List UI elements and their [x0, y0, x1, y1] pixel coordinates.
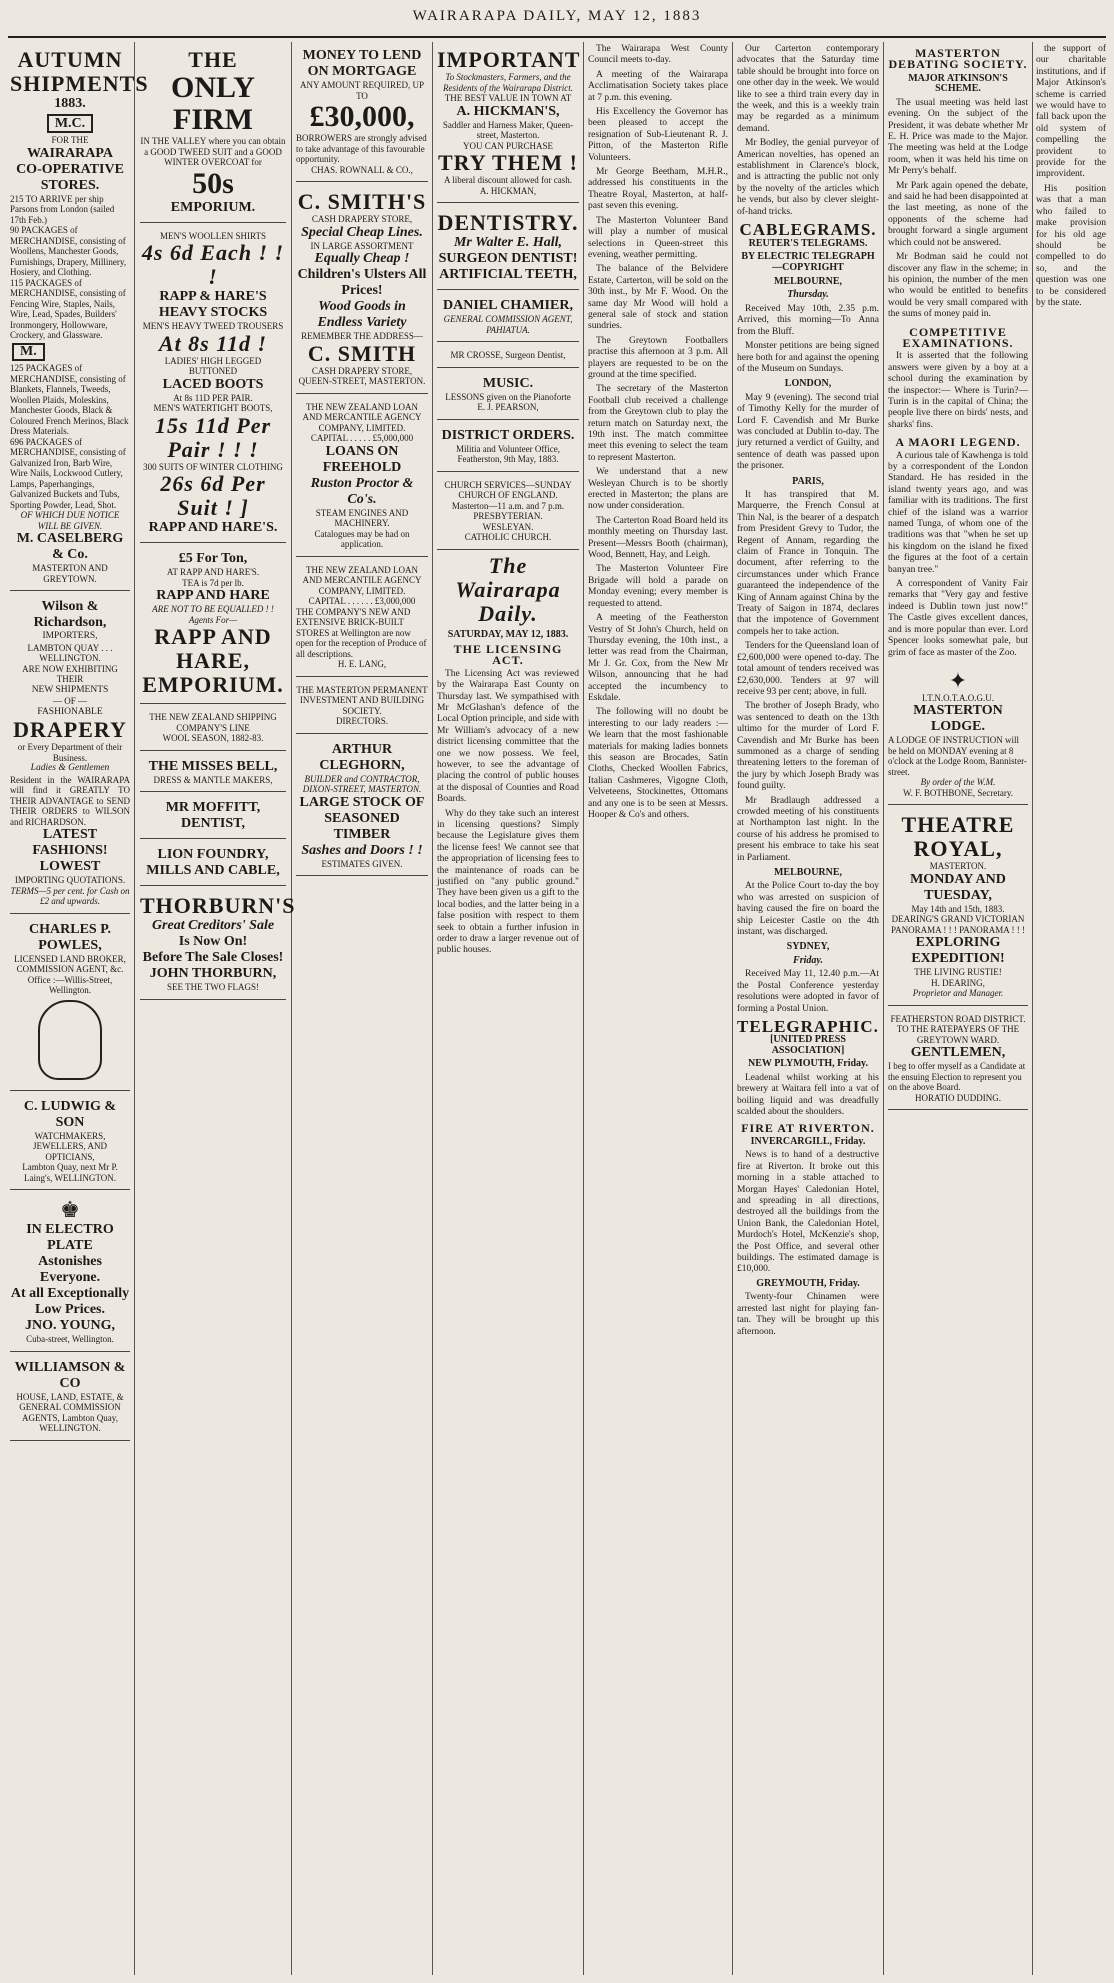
watch-illustration	[38, 1000, 102, 1080]
column-rule	[732, 42, 733, 1975]
column-5	[588, 44, 728, 1975]
wilson-richardson-ad	[10, 595, 130, 913]
district-orders: DISTRICT ORDERS.	[441, 427, 575, 443]
agents: Agents For—	[188, 614, 238, 625]
year: 1883.	[54, 96, 86, 111]
local-news	[588, 44, 728, 821]
news-item: The balance of the Belvidere Estate, Carterton, will be sold on the 30th inst., by Mr F. Wood. On the same day Mr Wood will hold a general sale of stock and station sundries.	[588, 264, 728, 332]
shipment-item: 215 TO ARRIVE per ship Parsons from London (sailed 17th Feb.)	[10, 193, 115, 225]
news-item: The Carterton Road Board held its monthly meeting on Thursday last. Present—Messrs Booth (chairman), Wood, Bennett, Hay, and Leigh.	[588, 515, 728, 561]
c-smith: C. SMITH	[307, 340, 417, 366]
ladies-gentlemen: Ladies & Gentlemen	[30, 763, 110, 774]
capital: CAPITAL . . . . . £5,000,000	[310, 433, 414, 443]
dearing: H. DEARING,	[931, 977, 985, 988]
shipping-ad	[140, 708, 286, 751]
licensing-text: The Licensing Act was reviewed by the Wairarapa East County on Thursday last. We sympathised with Mr McGlashan's defence of the Local Option principle, and side with Mr William's advocacy of a new district licensing committee that the one we now possess. We feel, however, to see the advantage of placing the control of public houses at the disposal of Counties and Road Boards.	[437, 668, 579, 805]
news-item: It is asserted that the following answers were given by a boy at a school during the examination by the inspector:— Where is Turin?—Turin is in the capital of China; the people live there on birds' nests, and sharks' fins.	[888, 351, 1028, 430]
williamson-line: HOUSE, LAND, ESTATE, & GENERAL COMMISSION AGENTS, Lambton Quay,	[16, 1391, 124, 1423]
queen-st: QUEEN-STREET, MASTERTON.	[298, 376, 426, 386]
cablegrams-heading: CABLEGRAMS.	[739, 220, 877, 240]
news-item: The secretary of the Masterton Football club received a challenge from the Greytown club to play the return match on Saturday next, the 19th inst. The match committee meet this evening to select the team to represent Masterton.	[588, 384, 728, 463]
smith-ad	[296, 186, 428, 394]
large-stock: LARGE STOCK OF SEASONED TIMBER	[299, 794, 425, 842]
dress-makers: DRESS & MANTLE MAKERS,	[153, 774, 273, 785]
debating-sub: MAJOR ATKINSON'S SCHEME.	[908, 72, 1008, 95]
price-50s: 50s	[192, 166, 234, 200]
lowest: LOWEST	[39, 859, 101, 875]
rapp-at: AT RAPP AND HARE'S.	[166, 567, 260, 577]
wood-goods: Wood Goods in Endless Variety	[317, 299, 407, 330]
shipping-co: THE NEW ZEALAND SHIPPING COMPANY'S LINE	[149, 712, 277, 733]
news-item: A meeting of the Wairarapa Acclimatisation Society takes place at 7 p.m. this evening.	[588, 69, 728, 103]
crosse-ad	[437, 346, 579, 368]
maori-heading: A MAORI LEGEND.	[895, 435, 1021, 450]
news-item: Our Carterton contemporary advocates that the Saturday time table should be brought into force on one other day in the week. We would like to see a third train every day in the week, and this is a weekly train may be regarded as a minimum demand.	[737, 44, 879, 134]
shipments-title: SHIPMENTS	[10, 71, 149, 96]
ladies-boots: LADIES' HIGH LEGGED BUTTONED	[164, 355, 262, 376]
friday: Friday.	[793, 954, 823, 966]
copyright: BY ELECTRIC TELEGRAPH—COPYRIGHT	[741, 251, 875, 273]
wairarapa-heading: WAIRARAPA	[26, 145, 114, 161]
competitive-heading: COMPETITIVE EXAMINATIONS.	[902, 324, 1014, 350]
saturday: SATURDAY, MAY 12, 1883.	[447, 628, 569, 640]
exploring: EXPLORING EXPEDITION!	[911, 935, 1005, 967]
equally-cheap: Equally Cheap !	[314, 251, 410, 266]
pearson: E. J. PEARSON,	[477, 402, 539, 412]
thorburns: THORBURN'S	[140, 893, 296, 918]
news-item: Received May 10th, 2.35 p.m. Arrived, this morning—To Anna from the Bluff.	[737, 303, 879, 337]
lodge-code: I.T.N.O.T.A.O.G.U.	[922, 692, 994, 703]
district-orders-ad	[437, 424, 579, 472]
thorburn-ad	[140, 890, 296, 1000]
crest-icon: ♚	[60, 1197, 80, 1223]
best-value: THE BEST VALUE IN TOWN AT	[444, 93, 572, 103]
to-stock: To Stockmasters, Farmers, and the Residents of the Wairarapa District.	[443, 72, 573, 93]
electro-plate-ad	[10, 1194, 130, 1352]
misses-bell-ad	[140, 755, 286, 793]
news-item: A meeting of the Featherston Vestry of St John's Church, held on Thursday evening, the 10th inst., a letter was read from the Chairman, Mr J. Gr. Cox, from the New Mr Wilson, announcing that he had accepted the incumbency to Eskdale.	[588, 613, 728, 703]
moffitt-name: MR MOFFITT, DENTIST,	[165, 800, 261, 831]
melbourne-dateline-2: MELBOURNE,	[773, 867, 843, 878]
arthur: ARTHUR CLEGHORN,	[319, 741, 405, 773]
commission: GENERAL COMMISSION AGENT, PAHIATUA.	[443, 314, 573, 335]
news-item: Leadenal whilst working at his brewery at Waitara fell into a vat of boiling liquid and was dreadfully scalded about the shoulders.	[737, 1072, 879, 1118]
masthead	[0, 8, 1114, 38]
news-item: Mr Bradlaugh addressed a crowded meeting of his constituents at Northampton last night. In the course of his address he promised to present his embrace to take his seat in Parliament.	[737, 795, 879, 863]
gentlemen: GENTLEMEN,	[910, 1045, 1006, 1061]
column-rule	[134, 42, 135, 1975]
rapp-hares: RAPP AND HARE'S.	[148, 520, 278, 535]
news-item: The Wairarapa West County Council meets to-day.	[588, 44, 728, 66]
church: CHURCH SERVICES—SUNDAY	[444, 479, 572, 490]
news-item: Twenty-four Chinamen were arrested last night for playing fan-tan. They will be brought up this afternoon.	[737, 1292, 879, 1337]
latest-fashions: LATEST FASHIONS!	[32, 827, 108, 859]
capital-2: CAPITAL . . . . . . £3,000,000	[308, 596, 416, 606]
column-4	[437, 44, 579, 1975]
remember: REMEMBER THE ADDRESS—	[301, 331, 423, 341]
by-order: By order of the W.M.	[920, 777, 996, 788]
john-thorburn: JOHN THORBURN,	[149, 966, 277, 981]
licensing-heading: THE LICENSING ACT.	[453, 641, 563, 668]
great-creditors: Great Creditors' Sale	[151, 918, 275, 933]
competitive-story	[888, 324, 1028, 432]
every-dept: or Every Department of their Business.	[17, 742, 123, 763]
importers: IMPORTERS,	[42, 631, 98, 642]
column-rule	[1032, 42, 1033, 1975]
powles-line: LICENSED LAND BROKER, COMMISSION AGENT, &c. Office :—Willis-Street, Wellington.	[14, 953, 126, 996]
williamson-ad	[10, 1356, 130, 1441]
try-them: TRY THEM !	[437, 150, 578, 175]
notice-line: OF WHICH DUE NOTICE WILL BE GIVEN.	[20, 510, 120, 531]
ton-ad	[140, 547, 286, 704]
column-rule	[291, 42, 292, 1975]
mc-logo-2: M.	[12, 343, 45, 362]
the-heading: THE	[188, 47, 238, 72]
you-can: YOU CAN PURCHASE	[462, 140, 553, 151]
for-the: FOR THE	[51, 135, 89, 146]
suits-price: 26s 6d Per Suit ! ]	[160, 471, 266, 520]
astonishes: Astonishes Everyone.	[38, 1254, 102, 1286]
autumn-title: AUTUMN	[17, 47, 123, 72]
dentistry: DENTISTRY.	[437, 210, 579, 235]
news-item: Received May 11, 12.40 p.m.—At the Postal Conference yesterday resolutions were adopted in favor of forming a Postal Union.	[737, 969, 879, 1014]
chas-name: CHAS. ROWNALL & CO.,	[311, 164, 413, 175]
rothbone: W. F. BOTHBONE, Secretary.	[902, 787, 1014, 798]
lion-foundry: LION FOUNDRY,	[157, 847, 269, 862]
smiths: C. SMITH'S	[297, 189, 427, 214]
news-item: The Masterton Volunteer Band will play a number of musical selections in Queen-street this evening, weather permitting.	[588, 215, 728, 260]
england: CHURCH OF ENGLAND.	[458, 490, 558, 500]
monday: MONDAY AND TUESDAY,	[910, 871, 1006, 903]
shipment-item: 696 PACKAGES of MERCHANDISE, consisting of Galvanized Iron, Barb Wire, Wire Nails, Lockwood Cutlery, Lamps, Paperhangings, Galvanized Buckets and Tubs, Sporting Powder, Lead, Shot.	[10, 436, 126, 510]
in-large: IN LARGE ASSORTMENT	[310, 240, 414, 251]
now-exhibiting: ARE NOW EXHIBITING THEIR	[22, 663, 118, 685]
two-flags: SEE THE TWO FLAGS!	[167, 982, 259, 992]
news-item: the support of our charitable institutions, and if Major Atkinson's scheme is carried we would have to fall back upon the old system of compelling the provident to provide for the improvident.	[1036, 44, 1106, 180]
money-heading: MONEY TO LEND ON MORTGAGE	[302, 48, 422, 79]
presbyterian: PRESBYTERIAN.	[473, 511, 543, 521]
advantage-text: Resident in the WAIRARAPA will find it GREATLY TO THEIR ADVANTAGE to SEND THEIR ORDERS to WILSON and RICHARDSON.	[10, 774, 130, 827]
rapp-hare-emporium: RAPP AND HARE, EMPORIUM.	[142, 624, 284, 697]
estimates: ESTIMATES GIVEN.	[321, 858, 403, 869]
lodge-name: MASTERTON LODGE.	[913, 703, 1003, 735]
catholic: CATHOLIC CHURCH.	[464, 532, 552, 542]
cooperative-heading: CO-OPERATIVE	[16, 161, 124, 177]
column-2	[140, 44, 296, 1975]
press-assoc: [UNITED PRESS ASSOCIATION]	[770, 1034, 846, 1056]
news-item: The Greytown Footballers practise this afternoon at 3 p.m. All players are requested to be on the ground at the time specified.	[588, 335, 728, 380]
column-7	[888, 44, 1028, 1975]
news-item: The Masterton Volunteer Fire Brigade will hold a parade on Monday evening; every member is requested to attend.	[588, 564, 728, 609]
young-street: Cuba-street, Wellington.	[26, 1334, 114, 1345]
lambton-quay: LAMBTON QUAY . . . WELLINGTON.	[27, 642, 113, 664]
new-plymouth: NEW PLYMOUTH, Friday.	[747, 1058, 868, 1070]
london-dateline: LONDON,	[784, 378, 832, 390]
featherston-ad	[888, 1010, 1028, 1111]
williamson-name: WILLIAMSON & CO	[14, 1359, 126, 1391]
news-item: His Excellency the Governor has been pleased to accept the resignation of Sub-Lieutenant R. J. Pitton, of the Masterton Rifle Volunteers.	[588, 107, 728, 163]
tweed-trousers: MEN'S HEAVY TWEED TROUSERS	[142, 321, 284, 331]
laced-boots: LACED BOOTS	[162, 376, 264, 392]
masthead-title: WAIRARAPA DAILY, MAY 12, 1883	[412, 8, 702, 24]
moffitt-ad	[140, 796, 286, 839]
agency-ad	[296, 561, 428, 677]
powles-name: CHARLES P. POWLES,	[29, 921, 111, 953]
pianoforte: LESSONS given on the Pianoforte	[445, 391, 571, 402]
greymouth: GREYMOUTH, Friday.	[756, 1277, 860, 1289]
ruston: Ruston Proctor & Co's.	[310, 475, 414, 507]
discount: A liberal discount allowed for cash.	[444, 175, 572, 185]
telegraphic-story	[737, 1016, 879, 1338]
rapp-and-hare: RAPP AND HARE	[156, 588, 270, 603]
melbourne-dateline: MELBOURNE,	[773, 276, 843, 287]
investment-ad	[296, 681, 428, 734]
theatre: THEATRE ROYAL,	[901, 812, 1015, 862]
cleghorn-ad	[296, 738, 428, 877]
sashes: Sashes and Doors ! !	[301, 842, 423, 858]
cash-store: CASH DRAPERY STORE,	[311, 365, 413, 376]
cablegrams-story	[737, 220, 879, 1015]
saddler: Saddler and Harness Maker, Queen-street, Masterton.	[442, 119, 574, 140]
tea-price: TEA is 7d per lb.	[182, 577, 244, 588]
borrowers: BORROWERS are strongly advised to take advantage of this favourable opportunity.	[296, 133, 427, 164]
fashionable: FASHIONABLE	[37, 706, 103, 717]
lodge-text: A LODGE OF INSTRUCTION will be held on MONDAY evening at 8 o'clock at the Lodge Room, Bannister-street.	[888, 735, 1027, 777]
church-ad	[437, 476, 579, 550]
news-item: A curious tale of Kawhenga is told by a correspondent of the London Standard. He has resided in the island twenty years ago, and was familiar with its traditions. The first chief of the island was a warrior named Tunga, of whom one of the traditions was that "when he set up his kingdom on the island he fixed the figures at the foot of a certain banyan tree."	[888, 450, 1028, 575]
loan-merc: THE NEW ZEALAND LOAN AND MERCANTILE AGENCY COMPANY, LIMITED.	[302, 401, 422, 433]
powles-ad	[10, 918, 130, 1091]
lion-foundry-ad	[140, 843, 286, 886]
living: THE LIVING RUSTIE!	[914, 967, 1002, 978]
daily-title: The Wairarapa Daily.	[455, 552, 561, 626]
of-line: — OF —	[52, 696, 87, 707]
news-item: Mr Bodley, the genial purveyor of American novelties, has opened an establishment in Clarence's block, and is attracting the public not only by the novelty of the articles which he vends, but also by clever sleight-of-hand tricks.	[737, 138, 879, 217]
reuters: REUTER'S TELEGRAMS.	[748, 237, 868, 249]
ratepayers: TO THE RATEPAYERS OF THE GREYTOWN WARD.	[896, 1024, 1020, 1045]
column-1	[10, 44, 149, 1975]
agency-co: THE NEW ZEALAND LOAN AND MERCANTILE AGENCY COMPANY, LIMITED.	[302, 564, 422, 596]
emporium-line: IN THE VALLEY where you can obtain a GOOD TWEED SUIT and a GOOD WINTER OVERCOAT for	[140, 136, 286, 167]
theatre-ad	[888, 809, 1028, 1006]
masthead-rule	[8, 36, 1106, 38]
thursday: Thursday.	[787, 289, 829, 301]
sydney-dateline: SYDNEY,	[786, 941, 830, 953]
shipment-item: 90 PACKAGES of MERCHANDISE, consisting of Woollens, Manchester Goods, Furnishings, Drapery, Millinery, Hosiery, and Clothing.	[10, 225, 127, 278]
wool-season: WOOL SEASON, 1882-83.	[162, 733, 264, 743]
loans: LOANS ON FREEHOLD	[322, 443, 402, 475]
emporium-heading: EMPORIUM.	[170, 199, 256, 215]
licensing-story	[437, 554, 579, 957]
only-firm-ad	[140, 44, 286, 223]
theatre-place: MASTERTON.	[929, 861, 987, 872]
heavy-stocks: HEAVY STOCKS	[158, 305, 268, 320]
news-item: It has transpired that M. Marquerre, the French Consul at Thin Nal, is the bearer of a despatch from President Grevy to Tudor, the Regent of Annam, regarding the claim of France in Tonquin. The document, after referring to the circumstances under which France guaranteed the independence of the King of Annam against China by the Treaty of Saigon in 1874, declares that the impotence of Government compels her to take action.	[737, 490, 879, 637]
directors: DIRECTORS.	[335, 716, 389, 726]
news-item: A correspondent of Vanity Fair remarks that "Very gay and festive indeed is Dublin town just now!" The Castle gives excellent dances, and is more popular than ever. Lord Spencer looks somewhat pale, but grim of face as master of the Zoo.	[888, 579, 1028, 658]
ludwig-name: C. LUDWIG & SON	[23, 1098, 117, 1130]
money-ad	[296, 44, 428, 182]
local-news-2	[737, 44, 879, 218]
loan-ad	[296, 398, 428, 557]
before-sale: Before The Sale Closes!	[142, 950, 284, 965]
featherston: FEATHERSTON ROAD DISTRICT.	[890, 1013, 1026, 1024]
waterproof-price: 15s 11d Per Pair ! ! !	[154, 412, 272, 462]
not-equalled: ARE NOT TO BE EQUALLED ! !	[152, 604, 274, 614]
crosse: MR CROSSE, Surgeon Dentist,	[450, 350, 566, 360]
chamier-ad	[437, 294, 579, 342]
thirty-thousand: £30,000,	[309, 100, 415, 133]
h-lang: H. E. LANG,	[337, 659, 387, 669]
column-3	[296, 44, 428, 1975]
only-firm-heading: ONLY FIRM	[171, 71, 255, 136]
proprietor: Proprietor and Manager.	[912, 988, 1004, 999]
column-8	[1036, 44, 1106, 1975]
column-rule	[432, 42, 433, 1975]
shirt-price: 4s 6d Each ! ! !	[141, 240, 285, 289]
waterproof: MEN'S WATERTIGHT BOOTS,	[153, 403, 273, 413]
mills-cable: MILLS AND CABLE,	[146, 863, 280, 878]
column-rule	[883, 42, 884, 1975]
news-item: Mr George Beetham, M.H.R., addressed his constituents in the Theatre Royal, Masterton, at half-past seven this evening.	[588, 167, 728, 212]
sheepskins: THE COMPANY'S NEW AND EXTENSIVE BRICK-BUILT STORES at Wellington are now open for the reception of Produce of all descriptions.	[296, 606, 427, 659]
low-prices: At all Exceptionally Low Prices.	[10, 1286, 130, 1318]
shipment-item: 125 PACKAGES of MERCHANDISE, consisting of Blankets, Flannels, Tweeds, Woollen Plaids, Moleskins, Manchester Goods, Black & Coloured French Merinos, Black Dress Materials.	[10, 363, 129, 437]
debating-story	[888, 48, 1028, 321]
hickman: A. HICKMAN'S,	[456, 103, 560, 119]
drapery-heading: DRAPERY	[13, 717, 127, 743]
news-item: May 9 (evening). The second trial of Timothy Kelly for the murder of Lord F. Cavendish and Mr Burke was concluded at Dublin to-day. The jury returned a verdict of Guilty, and sentence of death was passed upon the prisoner.	[737, 392, 879, 472]
surgeon: SURGEON DENTIST!	[438, 251, 578, 266]
important: IMPORTANT	[437, 47, 581, 72]
shipment-item: 115 PACKAGES of MERCHANDISE, consisting of Fencing Wire, Staples, Nails, Wire, Lead, Spades, Builders' Ironmongery, Hollowware, Crockery, and Glassware.	[10, 277, 126, 341]
wesleyan: WESLEYAN.	[482, 521, 534, 532]
amount: ANY AMOUNT REQUIRED, UP TO	[299, 80, 424, 101]
news-item: At the Police Court to-day the boy who was arrested on suspicion of having caused the fire on board the ship Leicester Castle on the 4th instant, was discharged.	[737, 881, 879, 938]
terms: TERMS—5 per cent. for Cash on £2 and upwards.	[10, 885, 130, 907]
news-item: Tenders for the Queensland loan of £2,600,000 were opened to-day. The total amount of tenders received was £2,630,000. Tenders at 97 will receive 93 per cent; above, in full.	[737, 641, 879, 697]
news-item: We understand that a new Wesleyan Church is to be shortly erected in Masterton; the plans are now under consideration.	[588, 467, 728, 512]
investment: THE MASTERTON PERMANENT INVESTMENT AND BUILDING SOCIETY.	[296, 684, 428, 716]
music-ad	[437, 372, 579, 420]
maori-story	[888, 437, 1028, 659]
telegraphic-heading: TELEGRAPHIC.	[737, 1016, 879, 1036]
music: MUSIC.	[482, 375, 534, 391]
shirts-ad	[140, 227, 286, 544]
paris-dateline: PARIS,	[792, 475, 824, 487]
special-cheap: Special Cheap Lines.	[301, 224, 423, 240]
importing-quotations: IMPORTING QUOTATIONS.	[14, 875, 126, 886]
cooperative-stores-ad	[10, 44, 149, 591]
news-item: The following will no doubt be interesting to our lady readers :—We learn that the most fashionable materials for making ladies bonnets this season are Brocades, Satin Cloths, Checked Woollen Fabrics, Italian Cashmeres, Vigogne Cloth, Velveteens, Stockinettes, Ottomans and any one is to be seen at Messrs. Hooper & Co's and others.	[588, 707, 728, 820]
walter: Mr Walter E. Hall,	[453, 235, 562, 250]
boots-price: At 8s 11D PER PAIR.	[173, 392, 253, 403]
daniel: DANIEL CHAMIER,	[443, 298, 573, 313]
wilson-name: Wilson & Richardson,	[33, 599, 107, 631]
may-dates: May 14th and 15th, 1883.	[911, 903, 1005, 914]
news-item: Mr Bodman said he could not discover any flaw in the scheme; in his opinion, the number of the men who would be entitled to benefits would be very small compared with the sums of money paid in.	[888, 252, 1028, 320]
news-item: The usual meeting was held last evening. On the subject of the President, it was debate whether Mr E. H. Price was made to the Major. The meeting was held at the Lodge room, when it was held his time on Mr Perry's behalf.	[888, 97, 1028, 177]
news-item: Mr Park again opened the debate, and said he had been disappointed at the last meeting, as none of the opponents of the scheme had brought forward a single argument which could not be answered.	[888, 180, 1028, 248]
debating-heading: MASTERTON DEBATING SOCIETY.	[888, 46, 1028, 72]
mens-shirts: MEN'S WOOLLEN SHIRTS	[160, 230, 266, 241]
artificial: ARTIFICIAL TEETH,	[439, 267, 577, 282]
ludwig-ad	[10, 1095, 130, 1191]
caselberg-name: M. CASELBERG & Co.	[16, 531, 124, 563]
builder: BUILDER and CONTRACTOR, DIXON-STREET, MASTERTON.	[302, 773, 422, 794]
dearings: DEARING'S GRAND VICTORIAN PANORAMA ! ! ! PANORAMA ! ! !	[890, 914, 1026, 935]
new-shipments: NEW SHIPMENTS	[31, 684, 109, 695]
volunteers: Militia and Volunteer Office, Featherston, 9th May, 1883.	[456, 443, 560, 464]
trousers-price: At 8s 11d !	[158, 330, 268, 356]
young-name: JNO. YOUNG,	[24, 1318, 116, 1334]
ten-pound: £5 For Ton,	[178, 551, 248, 566]
ludwig-line: WATCHMAKERS, JEWELLERS, AND OPTICIANS,	[33, 1130, 107, 1162]
childrens: Children's Ulsters All Prices!	[297, 267, 427, 298]
column-6	[737, 44, 879, 1975]
fire-heading: FIRE AT RIVERTON.	[741, 1120, 875, 1135]
catalogues: Catalogues may be had on application.	[314, 528, 410, 549]
continued-story	[1036, 44, 1106, 309]
lodge-ad	[888, 665, 1028, 806]
hickman-2: A. HICKMAN,	[479, 185, 537, 196]
cash-drapery: CASH DRAPERY STORE,	[311, 214, 413, 224]
electro-plate: IN ELECTRO PLATE	[26, 1222, 114, 1254]
rapp-hare: RAPP & HARE'S	[159, 289, 267, 304]
emblem-icon: ✦	[948, 667, 968, 693]
gent-text: I beg to offer myself as a Candidate at the ensuing Election to represent you on the above Board.	[888, 1061, 1026, 1093]
column-rule	[583, 42, 584, 1975]
news-item: The brother of Joseph Brady, who was sentenced to death on the 13th ultimo for the murder of Lord F. Cavendish and Mr Burke has been summoned as a charge of sending threatening letters to the foreman of the jury by which Joseph Brady was found guilty.	[737, 701, 879, 792]
is-now-on: Is Now On!	[178, 934, 248, 949]
duddins: HORATIO DUDDING.	[915, 1092, 1001, 1103]
news-item: His position was that a man who failed to make provision for his old age should be compelled to do so, and the question was one to be considered by the state.	[1036, 183, 1106, 308]
williamson-place: WELLINGTON.	[39, 1423, 101, 1434]
hickman-ad	[437, 44, 579, 203]
licensing-text-2: Why do they take such an interest in licensing questions? Simply because the Legislature gives them the license fees! We cannot see that the appropriation of licensing fees to the maintenance of roads can be justified on "any public ground." They have been given us a gift to the local bodies, and the latter being in a false position with respect to them seek to obtain a further infusion in order to draw a larger revenue out of public houses.	[437, 808, 579, 956]
dentistry-ad	[437, 207, 579, 290]
suits-line: 300 SUITS OF WINTER CLOTHING	[143, 461, 283, 472]
news-item: Monster petitions are being signed here both for and against the opening of the Museum on Sundays.	[737, 341, 879, 374]
masterton-times: Masterton—11 a.m. and 7 p.m.	[451, 500, 565, 511]
steam: STEAM ENGINES AND MACHINERY.	[315, 507, 409, 528]
mc-logo: M.C.	[47, 114, 93, 133]
ludwig-address: Lambton Quay, next Mr P. Laing's, WELLINGTON.	[22, 1162, 118, 1183]
invercargill: INVERCARGILL, Friday.	[750, 1135, 866, 1147]
misses-bell: THE MISSES BELL,	[148, 758, 278, 774]
stores-heading: STORES.	[40, 177, 100, 193]
news-item: News is to hand of a destructive fire at Riverton. It broke out this morning in a stable attached to Morgan Hayes' Caledonian Hotel, and spreading in all directions, destroyed all the buildings from the Union Bank, the Caledonian Hotel, Murdoch's Hotel, McKenzie's shop, the Post Office, and several other buildings. The estimated damage is £10,000.	[737, 1150, 879, 1275]
caselberg-place: MASTERTON AND GREYTOWN.	[32, 563, 108, 584]
